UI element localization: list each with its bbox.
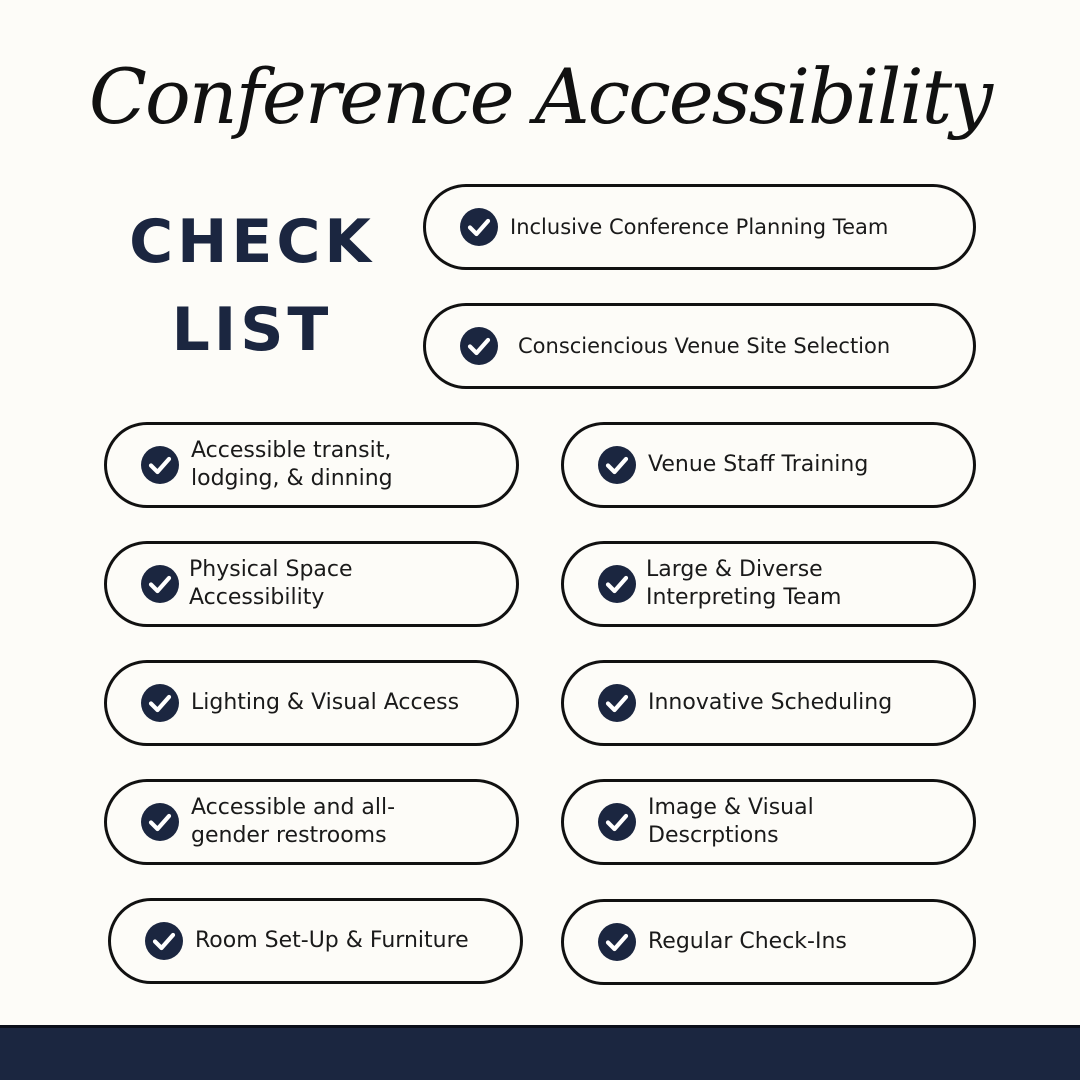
check-circle-icon xyxy=(598,803,636,841)
checklist-item-label: Accessible transit, lodging, & dinning xyxy=(191,438,393,491)
checklist-item-label: Lighting & Visual Access xyxy=(191,690,460,715)
check-circle-icon xyxy=(598,565,636,603)
check-circle-icon xyxy=(598,446,636,484)
checklist-item-label: Accessible and all- gender restrooms xyxy=(191,795,396,848)
check-circle-icon xyxy=(141,565,179,603)
check-circle-icon xyxy=(460,208,498,246)
check-circle-icon xyxy=(145,922,183,960)
checklist-item-planning-team xyxy=(423,184,976,270)
checklist-item-interpreting-team xyxy=(561,541,976,627)
footer-band xyxy=(0,1025,1080,1080)
check-circle-icon xyxy=(598,923,636,961)
checklist-item-venue-selection xyxy=(423,303,976,389)
checklist-item-staff-training xyxy=(561,422,976,508)
checklist-heading-line2: LIST xyxy=(171,295,333,365)
checklist-item-label: Large & Diverse Interpreting Team xyxy=(646,557,842,610)
checklist-item-check-ins xyxy=(561,899,976,985)
checklist-item-label: Room Set-Up & Furniture xyxy=(195,928,469,953)
checklist-item-transit-lodging xyxy=(104,422,519,508)
check-circle-icon xyxy=(141,446,179,484)
page-title: Conference Accessibility xyxy=(88,52,992,141)
checklist-item-label: Venue Staff Training xyxy=(648,452,869,477)
checklist-item-label: Regular Check-Ins xyxy=(648,929,847,954)
check-circle-icon xyxy=(141,684,179,722)
checklist-heading-line1: CHECK xyxy=(129,207,375,277)
checklist-item-room-setup xyxy=(108,898,523,984)
check-circle-icon xyxy=(460,327,498,365)
checklist-item-label: Consciencious Venue Site Selection xyxy=(518,334,891,358)
checklist-item-label: Physical Space Accessibility xyxy=(189,557,353,610)
checklist-item-restrooms xyxy=(104,779,519,865)
checklist-item-label: Inclusive Conference Planning Team xyxy=(510,215,889,239)
checklist-item-scheduling xyxy=(561,660,976,746)
checklist-item-lighting xyxy=(104,660,519,746)
checklist-item-label: Image & Visual Descrptions xyxy=(648,795,814,848)
checklist-item-label: Innovative Scheduling xyxy=(648,690,893,715)
check-circle-icon xyxy=(598,684,636,722)
check-circle-icon xyxy=(141,803,179,841)
checklist-item-image-descriptions xyxy=(561,779,976,865)
checklist-item-physical-space xyxy=(104,541,519,627)
